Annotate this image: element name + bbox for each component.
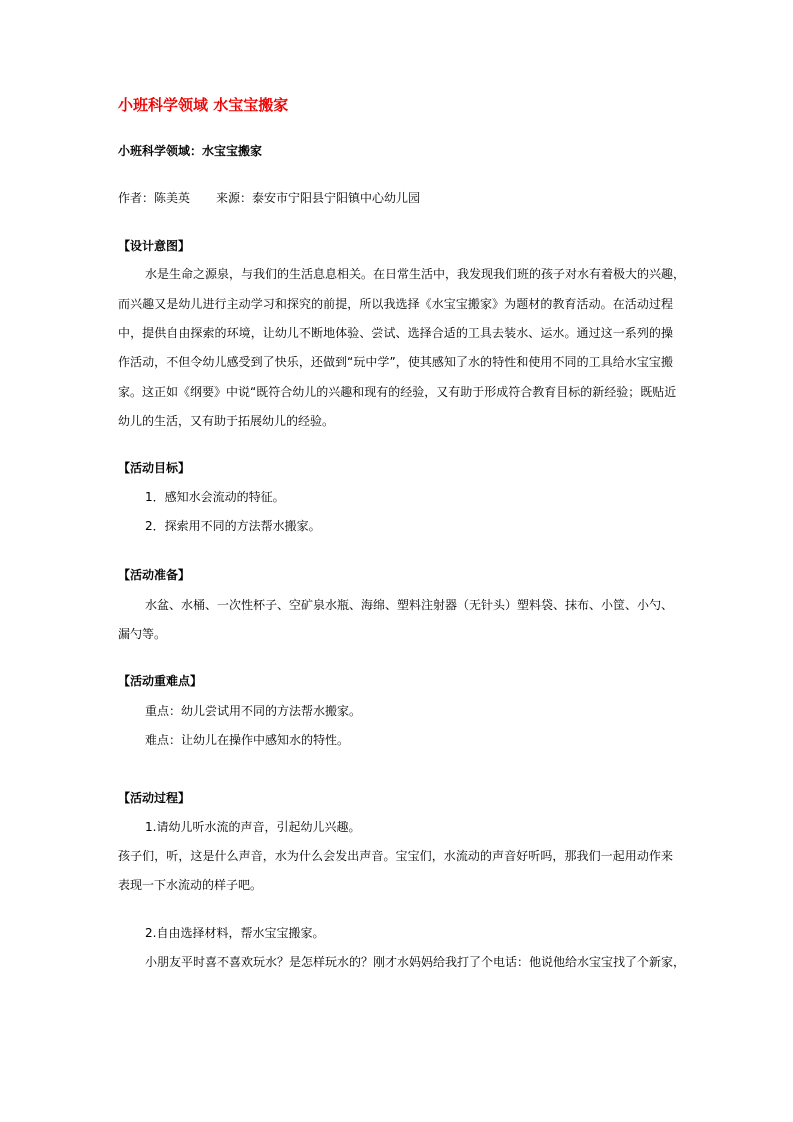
document-subtitle: 小班科学领域：水宝宝搬家 xyxy=(118,144,263,158)
design-paragraph-line: 水是生命之源泉，与我们的生活息息相关。在日常生活中，我发现我们班的孩子对水有着极大的兴趣， xyxy=(145,267,686,281)
source: 来源：泰安市宁阳县宁阳镇中心幼儿园 xyxy=(216,191,421,205)
process-line: 孩子们，听，这是什么声音，水为什么会发出声音。宝宝们，水流动的声音好听吗，那我们一起用动作来 xyxy=(118,849,673,863)
section-heading-goals: 【活动目标】 xyxy=(118,461,191,475)
design-paragraph-line: 而兴趣又是幼儿进行主动学习和探究的前提，所以我选择《水宝宝搬家》为题材的教育活动。在活动过程 xyxy=(118,297,673,311)
process-line: 表现一下水流动的样子吧。 xyxy=(118,878,263,892)
prep-line: 水盆、水桶、一次性杯子、空矿泉水瓶、海绵、塑料注射器（无针头）塑料袋、抹布、小筐、小勺、 xyxy=(145,598,674,612)
section-heading-focus: 【活动重难点】 xyxy=(118,674,203,688)
design-paragraph-line: 作活动，不但令幼儿感受到了快乐，还做到“玩中学”，使其感知了水的特性和使用不同的工具给水宝宝搬 xyxy=(118,355,673,369)
document-title: 小班科学领域 水宝宝搬家 xyxy=(118,96,289,114)
focus-item: 重点：幼儿尝试用不同的方法帮水搬家。 xyxy=(145,704,362,718)
section-heading-process: 【活动过程】 xyxy=(118,791,191,805)
focus-item: 难点：让幼儿在操作中感知水的特性。 xyxy=(145,733,350,747)
byline xyxy=(118,190,420,206)
author: 作者：陈美英 xyxy=(118,191,191,205)
design-paragraph-line: 幼儿的生活，又有助于拓展幼儿的经验。 xyxy=(118,414,335,428)
design-paragraph-line: 家。这正如《纲要》中说“既符合幼儿的兴趣和现有的经验，又有助于形成符合教育目标的新经验；既贴近 xyxy=(118,385,677,399)
prep-line: 漏勺等。 xyxy=(118,627,167,641)
goal-item: 1．感知水会流动的特征。 xyxy=(145,490,285,504)
section-heading-prep: 【活动准备】 xyxy=(118,568,191,582)
design-paragraph-line: 中，提供自由探索的环境，让幼儿不断地体验、尝试、选择合适的工具去装水、运水。通过这一系列的操 xyxy=(118,326,673,340)
process-step: 1.请幼儿听水流的声音，引起幼儿兴趣。 xyxy=(145,820,361,834)
goal-item: 2．探索用不同的方法帮水搬家。 xyxy=(145,519,321,533)
process-step: 2.自由选择材料，帮水宝宝搬家。 xyxy=(145,926,325,940)
process-line: 小朋友平时喜不喜欢玩水？是怎样玩水的？刚才水妈妈给我打了个电话：他说他给水宝宝找了个新家， xyxy=(145,955,686,969)
section-heading-design: 【设计意图】 xyxy=(118,239,191,253)
